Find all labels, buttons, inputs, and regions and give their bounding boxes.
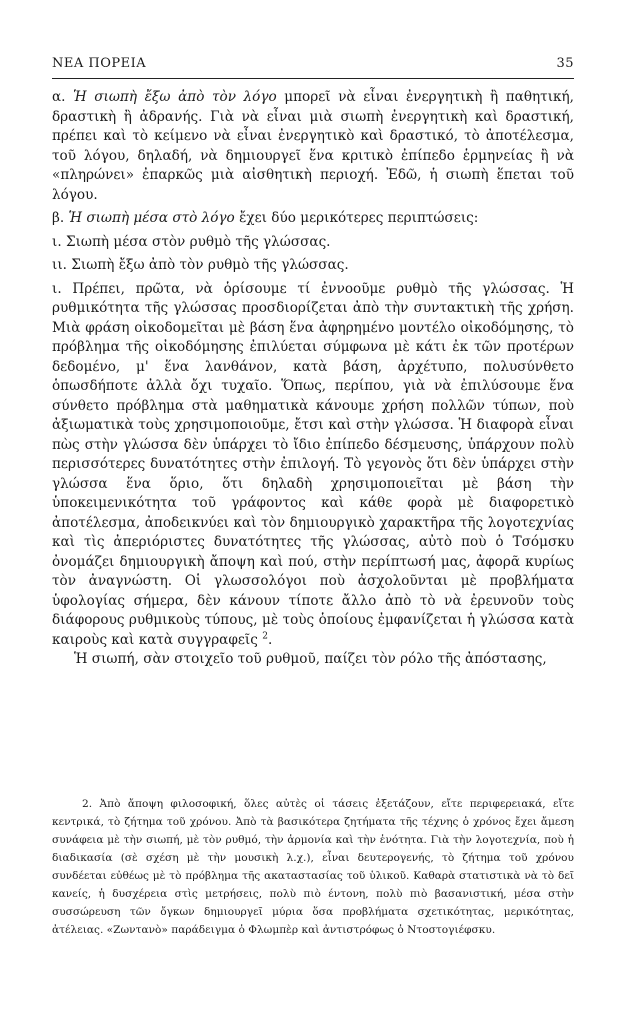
paragraph-marker: α. xyxy=(52,89,66,105)
running-header xyxy=(52,56,574,71)
paragraph-end: . xyxy=(267,631,273,648)
page-number: 35 xyxy=(556,56,574,71)
paragraph-text: ἔχει δύο μερικότερες περιπτώσεις: xyxy=(234,210,479,226)
paragraph-text: μπορεῖ νὰ εἶναι ἐνεργητικὴ ἢ παθητική, δραστικὴ ἢ ἀδρανής. Γιὰ νὰ εἶναι μιὰ σιωπὴ ἐνεργητικὴ καὶ δραστική, πρέπει καὶ τὸ κείμενο νὰ εἶναι ἐνεργητικὸ καὶ δραστικό, τὸ ἀποτέλεσμα, τοῦ λόγου, δηλαδή, νὰ δημιουργεῖ ἕνα κριτικὸ ἐπίπεδο ἑρμηνείας ἢ νὰ «πληρώνει» ἐπαρκῶς μιὰ αἰσθητικὴ περιοχή. Ἐδῶ, ἡ σιωπὴ ἕπεται τοῦ λόγου. xyxy=(52,89,574,203)
italic-lead: Ἡ σιωπὴ μέσα στὸ λόγο xyxy=(68,210,235,226)
footnote-reference[interactable]: 2 xyxy=(262,630,268,641)
header-rule xyxy=(52,78,574,79)
paragraph-text: ι. Πρέπει, πρῶτα, νὰ ὁρίσουμε τί ἐννοοῦμε ρυθμὸ τῆς γλώσσας. Ἡ ρυθμικότητα τῆς γλώσσας προσδιορίζεται ἀπὸ τὴν συντακτικὴ τῆς χρήση. Μιὰ φράση οἰκοδομεῖται μὲ βάση ἕνα ἀφηρημένο μοντέλο οἰκοδόμησης, τὸ πρόβλημα τῆς οἰκοδόμησης ἐπιλύεται σύμφωνα μὲ κάτι ἐκ τῶν προτέρων δεδομένο, μ' ἕνα λανθάνον, κατὰ βάση, ἀρχέτυπο, πολυσύνθετο ὁπωσδήποτε ἀλλὰ ὄχι τυχαῖο. Ὅπως, περίπου, γιὰ νὰ ἐπιλύσουμε ἕνα σύνθετο πρόβλημα στὰ μαθηματικὰ κάνουμε χρήση πολλῶν τύπων, ποὺ ἀξιωματικὰ τοὺς χρησιμοποιοῦμε, ἔτσι καὶ στὴν γλώσσα. Ἡ διαφορὰ εἶναι πὼς στὴν γλώσσα δὲν ὑπάρχει τὸ ἴδιο ἐπίπεδο δέσμευσης, ὑπάρχουν πολὺ περισσότερες δυνατότητες στὴν ἐπιλογή. Τὸ γεγονὸς ὅτι δὲν ὑπάρχει στὴν γλώσσα ἕνα ὅριο, ὅτι δηλαδὴ χρησιμοποιεῖται μὲ βάση τὴν ὑποκειμενικότητα τοῦ γράφοντος καὶ κάθε φορὰ μὲ διαφορετικὸ ἀποτέλεσμα, ἀποδεικνύει καὶ τὸν δημιουργικὸ χαρακτῆρα τῆς λογοτεχνίας καὶ τὶς ἀπεριόριστες δυνατότητες τῆς γλώσσας, αὐτὸ ποὺ ὁ Τσόμσκυ ὀνομάζει δημιουργικὴ ἄποψη καὶ πού, στὴν περίπτωσή μας, ἀφορᾶ κυρίως τὸν ἀναγνώστη. Οἱ γλωσσολόγοι ποὺ ἀσχολοῦνται μὲ προβλήματα ὑφολογίας σήμερα, δὲν κάνουν τίποτε ἄλλο ἀπὸ τὸ νὰ ἐρευνοῦν τοὺς διάφορους ρυθμικοὺς τύπους, μὲ τοὺς ὁποίους ἐμφανίζεται ἡ γλώσσα κατὰ καιροὺς καὶ κατὰ συγγραφεῖς xyxy=(52,280,574,648)
journal-title: ΝΕΑ ΠΟΡΕΙΑ xyxy=(52,56,147,71)
paragraph-beta xyxy=(52,209,574,229)
footnote xyxy=(52,795,574,939)
case-item: ιι. Σιωπὴ ἔξω ἀπὸ τὸν ρυθμὸ τῆς γλώσσας. xyxy=(52,257,349,273)
main-paragraph xyxy=(52,280,574,651)
footnote-text: 2. Ἀπὸ ἄποψη φιλοσοφική, ὅλες αὐτὲς οἱ τάσεις ἐξετάζουν, εἴτε περιφερειακά, εἴτε κεντρικά, τὸ ζήτημα τοῦ χρόνου. Ἀπὸ τὰ βασικότερα ζητήματα τῆς τέχνης ὁ χρόνος ἔχει ἄμεση συνάφεια μὲ τὴν σιωπή, μὲ τὸν ρυθμό, τὴν ἁρμονία καὶ τὴν ἑνότητα. Γιὰ τὴν λογοτεχνία, ποὺ ἡ διαδικασία (σὲ σχέση μὲ τὴν μουσικὴ λ.χ.), εἶναι δευτερογενής, τὸ ζήτημα τοῦ χρόνου συνδέεται εὐθέως μὲ τὸ πρόβλημα τῆς ακαταστασίας τοῦ ὑλικοῦ. Καθαρὰ στατιστικὰ νὰ τὸ δεῖ κανείς, ἡ δυσχέρεια στὶς μετρήσεις, πολὺ πιὸ έντονη, πολὺ πιὸ βασανιστική, μέσα στὴν συσσώρευση τῶν ὄγκων δημιουργεῖ μύρια ὅσα προβλήματα σχετικότητας, μερικότητας, ἀτέλειας. «Ζωντανὸ» παράδειγμα ὁ Φλωμπὲρ καὶ ἀντιστρόφως ὁ Ντοστογιέφσκυ. xyxy=(52,798,574,936)
paragraph-marker: β. xyxy=(52,210,65,226)
italic-lead: Ἡ σιωπὴ ἔξω ἀπὸ τὸν λόγο xyxy=(73,89,277,105)
body-text xyxy=(52,88,574,670)
paragraph-alpha xyxy=(52,88,574,205)
last-paragraph: Ἡ σιωπή, σὰν στοιχεῖο τοῦ ρυθμοῦ, παίζει τὸν ρόλο τῆς ἀπόστασης, xyxy=(74,651,547,667)
case-item: ι. Σιωπὴ μέσα στὸν ρυθμὸ τῆς γλώσσας. xyxy=(52,233,331,250)
